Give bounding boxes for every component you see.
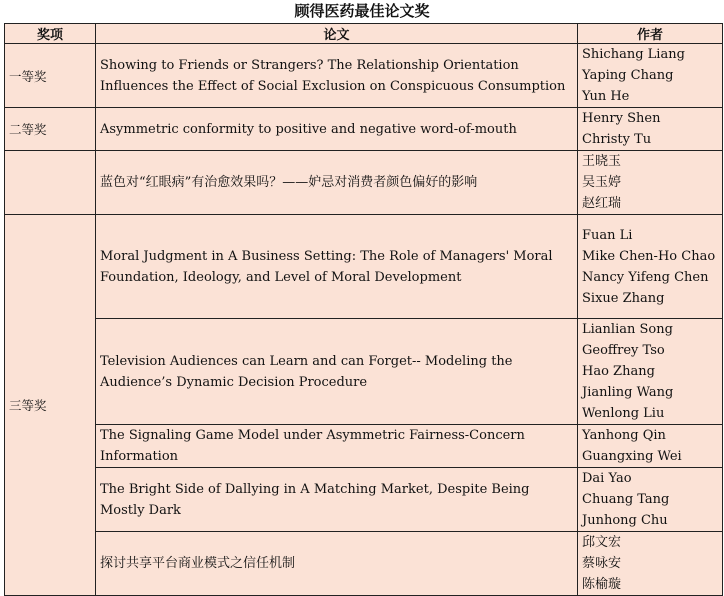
author-name: Geoffrey Tso: [582, 343, 665, 358]
award-cell-third-prize: 三等奖: [5, 215, 96, 596]
authors-cell: [578, 468, 723, 532]
table-row: [5, 108, 723, 151]
table-row: [5, 319, 723, 425]
table-title: 顾得医药最佳论文奖: [294, 2, 430, 20]
paper-title-cell: The Signaling Game Model under Asymmetric Fairness-Concern Information: [96, 425, 578, 468]
header-authors: 作者: [578, 24, 723, 44]
paper-title-cell: Moral Judgment in A Business Setting: The Role of Managers' Moral Foundation, Ideology, and Level of Moral Development: [96, 215, 578, 319]
author-name: Fuan Li: [582, 227, 633, 243]
author-name: Wenlong Liu: [582, 406, 665, 421]
authors-cell: [578, 108, 723, 151]
author-name: Chuang Tang: [582, 492, 670, 507]
author-name: Yanhong Qin: [582, 428, 666, 443]
table-row: [5, 468, 723, 532]
author-name: Mike Chen-Ho Chao: [582, 248, 716, 264]
author-name: Dai Yao: [582, 471, 632, 486]
author-name: Junhong Chu: [582, 513, 668, 528]
author-name: Nancy Yifeng Chen: [582, 269, 709, 285]
author-name: 邱文宏: [582, 535, 622, 550]
author-name: Henry Shen: [582, 111, 661, 126]
paper-title-cell: Asymmetric conformity to positive and negative word-of-mouth: [96, 108, 578, 151]
authors-cell: [578, 319, 723, 425]
author-name: 陈榆璇: [582, 577, 622, 592]
authors-cell: [578, 425, 723, 468]
author-name: Yun He: [582, 89, 630, 104]
awards-table: [4, 23, 723, 596]
table-row: [5, 44, 723, 108]
author-name: Guangxing Wei: [582, 449, 682, 464]
authors-cell: [578, 532, 723, 596]
table-row: [5, 215, 723, 319]
header-paper: 论文: [96, 24, 578, 44]
paper-title-cell: Television Audiences can Learn and can Forget-- Modeling the Audience’s Dynamic Decision Procedure: [96, 319, 578, 425]
paper-title-cell: The Bright Side of Dallying in A Matching Market, Despite Being Mostly Dark: [96, 468, 578, 532]
author-name: Shichang Liang: [582, 47, 685, 62]
authors-cell: [578, 215, 723, 319]
author-name: Christy Tu: [582, 132, 652, 147]
author-name: 吴玉婷: [582, 175, 622, 190]
author-name: Yaping Chang: [582, 68, 674, 83]
header-row: [5, 24, 723, 44]
award-cell-second-prize: 二等奖: [5, 108, 96, 151]
award-cell-empty: [5, 151, 96, 215]
author-name: 蔡咏安: [582, 556, 622, 571]
authors-cell: [578, 44, 723, 108]
author-name: Lianlian Song: [582, 322, 673, 337]
paper-title-cell: 蓝色对“红眼病”有治愈效果吗？——妒忌对消费者颜色偏好的影响: [96, 151, 578, 215]
header-award: 奖项: [5, 24, 96, 44]
paper-title-cell: Showing to Friends or Strangers? The Relationship Orientation Influences the Effect of Social Exclusion on Conspicuous Consumption: [96, 44, 578, 108]
table-row: [5, 425, 723, 468]
author-name: Sixue Zhang: [582, 290, 665, 306]
award-cell-first-prize: 一等奖: [5, 44, 96, 108]
table-row: [5, 151, 723, 215]
author-name: 王晓玉: [582, 154, 622, 169]
table-row: [5, 532, 723, 596]
paper-title-cell: 探讨共享平台商业模式之信任机制: [96, 532, 578, 596]
author-name: Jianling Wang: [582, 385, 674, 400]
author-name: 赵红瑞: [582, 196, 622, 211]
authors-cell: [578, 151, 723, 215]
author-name: Hao Zhang: [582, 364, 655, 379]
